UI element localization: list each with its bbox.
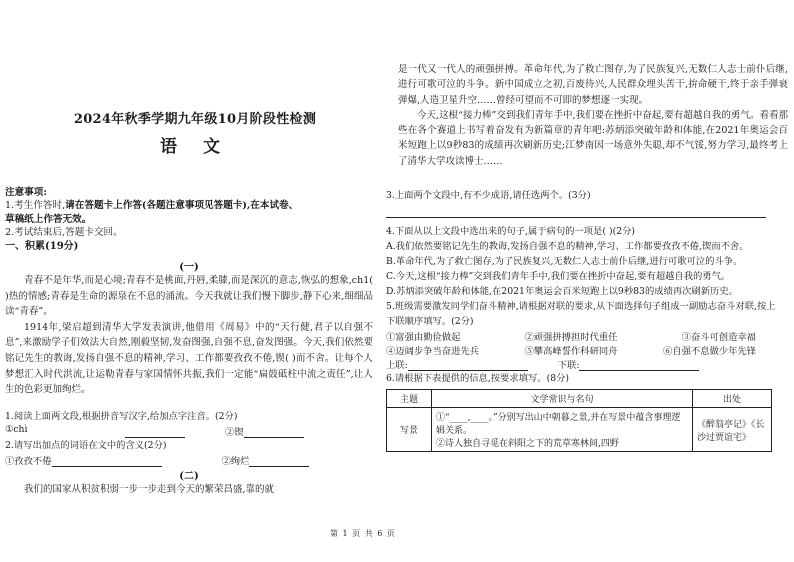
q5-option-5: ⑤攀高峰誓作科研同舟	[524, 346, 618, 357]
passage-1-p2: 1914年,梁启超到清华大学发表演讲,他借用《周易》中的“天行健,君子以自强不息”,来激励学子们效法大自然,刚毅坚韧,发奋图强,自强不息,奋发图强。今天,我们依然要铭记先生的教诲,发扬自强不息的精神,学习、工作都要孜孜不倦,锲( )而不舍。让每个人梦想汇入时代洪流,让运勒青春与家国情怀共振,我们一定能“扁鼓砥柱中流之责任”,让人生的色彩更加绚烂。	[5, 321, 373, 396]
q2-text: 2.请写出加点的词语在文中的含义(2分)	[5, 440, 167, 451]
q5-answers	[386, 357, 784, 371]
table-header-source: 出处	[693, 390, 772, 408]
question-1	[5, 409, 373, 498]
notes-item-1-a: 1.考生作答时,	[5, 200, 66, 212]
q2-b-blank[interactable]	[249, 453, 309, 467]
q5-up-blank[interactable]	[408, 357, 528, 371]
q4-option-d: D.苏炳添突破年龄和体能,在2021年奥运会百米短跑上以9秒83的成绩再次刷新历史。	[386, 286, 738, 297]
passage-2-continued	[398, 62, 788, 169]
notes-heading: 注意事项:	[5, 187, 47, 198]
section-1-label: 一、积累(19分)	[5, 240, 79, 252]
q5-text: 5.班级需要激发同学们奋斗精神,请根据对联的要求,从下面选择句子组成一副励志奋斗对联,按上下联顺序填写。(2分)	[386, 301, 776, 327]
exam-title: 2024年秋季学期九年级10月阶段性检测	[73, 112, 317, 127]
q5-option-2: ②顽强拼搏担时代重任	[524, 332, 618, 343]
page-footer: 第 1 页 共 6 页	[330, 529, 396, 538]
q5-options-row2	[386, 343, 756, 357]
q5-option-4: ④迈阔步争当奋进先兵	[386, 346, 479, 357]
passage-1-p1: 青春不是年华,而是心境;青春不是桃面,丹唇,柔膝,而是深沉的意志,恢弘的想象,ch1( )热的情感;青春是生命的源泉在不息的涌流。今天我就让我们慢下脚步,静下心来,细细品读“青春”。	[5, 275, 373, 318]
table-cell-source: 《醉翁亭记》《长沙过贾谊宅》	[693, 408, 772, 452]
q2-a-label: ①孜孜不倦	[5, 456, 52, 467]
subject-title: 语 文	[160, 137, 230, 157]
q1-a-label: ①chì	[5, 424, 28, 435]
passage-2-marker: (二)	[179, 471, 199, 482]
q2-b-label: ②绚烂	[221, 456, 250, 467]
table-cell-knowledge-2: ②诗人独自寻觅在斜阳之下的荒草寒林间,四野	[436, 439, 619, 449]
q5-down-label: 下联:	[557, 360, 580, 371]
table-cell-knowledge-1: ①“____,____。”分别写出山中朝暮之景,并在写景中蕴含事理逻辑关系。	[436, 413, 681, 436]
q3-text: 3.上面两个文段中,有不少成语,请任选两个。(3分)	[386, 190, 591, 201]
table-cell-theme: 写景	[387, 408, 432, 452]
q5-option-3: ③奋斗可创造幸福	[681, 332, 756, 343]
q5-up-label: 上联:	[386, 360, 408, 371]
q1-text: 1.阅读上面两文段,根据拼音写汉字,给加点字注音。(2分)	[5, 411, 238, 422]
q1-b-label: ②锲	[225, 427, 244, 438]
q5-option-1: ①富强由勤俭做起	[386, 332, 461, 343]
table-cell-knowledge	[432, 408, 693, 452]
q4-option-b: B.革命年代,为了救亡图存,为了民族复兴,无数仁人志士前仆后继,进行可歌可泣的斗争。	[386, 256, 743, 267]
literature-table	[386, 389, 772, 452]
q1-answers	[5, 424, 373, 438]
q2-a-blank[interactable]	[52, 453, 162, 467]
passage-1-marker: (一)	[179, 262, 199, 273]
q2-answers	[5, 453, 373, 467]
passage-2-p1: 我们的国家从积贫积弱一步一步走到今天的繁荣昌盛,靠的就	[24, 484, 275, 495]
notes-item-2: 2.考试结束后,答题卡交回。	[5, 227, 123, 239]
table-header-theme: 主题	[387, 390, 432, 408]
q4-option-a: A.我们依然要铭记先生的教诲,发扬自强不息的精神,学习、工作都要孜孜不倦,锲而不舍。	[386, 241, 749, 252]
notes-item-1	[5, 199, 377, 212]
q1-b-blank[interactable]	[244, 424, 304, 438]
right-p2: 今天,这根“接力棒”交到我们青年手中,我们要在挫折中奋起,要有超越自我的勇气。看看那些在各个赛道上书写着奋发有为新篇章的青年吧:苏炳添突破年龄和体能,在2021年奥运会百米短跑上以9秒83的成绩再次刷新历史;江梦南因一场意外失聪,却不气馁,努力学习,最终考上了清华大学攻读博士……	[398, 109, 788, 167]
table-header-knowledge: 文学常识与名句	[432, 390, 693, 408]
right-p1: 是一代又一代人的顽强拼搏。革命年代,为了救亡图存,为了民族复兴,无数仁人志士前仆后继,进行可歌可泣的斗争。新中国成立之初,百废待兴,人民群众埋头苦干,拚命硬干,终于亲手弹衰弹爆,人造卫星升空……曾经可望而不可即的梦想逐一实现。	[398, 64, 788, 106]
table-row	[387, 408, 772, 452]
q6-text: 6.请根据下表提供的信息,按要求填写。(8分)	[386, 373, 570, 384]
notes-item-1-c: 草稿纸上作答无效。	[5, 213, 92, 225]
notes-item-1-b: 请在答题卡上作答(各题注意事项见答题卡),在本试卷、	[65, 200, 299, 212]
q5-options-row1	[386, 329, 756, 343]
q5-down-blank[interactable]	[579, 357, 699, 371]
table-header-row	[387, 390, 772, 408]
q3-answer-line[interactable]	[386, 211, 766, 218]
notes-block	[5, 186, 377, 253]
questions-3-6	[386, 188, 784, 452]
q5-option-6: ⑥自强不息做少年先锋	[663, 346, 756, 357]
q4-text: 4.下面从以上文段中选出来的句子,属于病句的一项是( )(2分)	[386, 226, 636, 237]
q1-a-blank[interactable]	[125, 424, 185, 438]
q4-option-c: C.今天,这根“接力棒”交到我们青年手中,我们要在挫折中奋起,要有超越自我的勇气。	[386, 271, 731, 282]
passage-1	[5, 258, 373, 398]
